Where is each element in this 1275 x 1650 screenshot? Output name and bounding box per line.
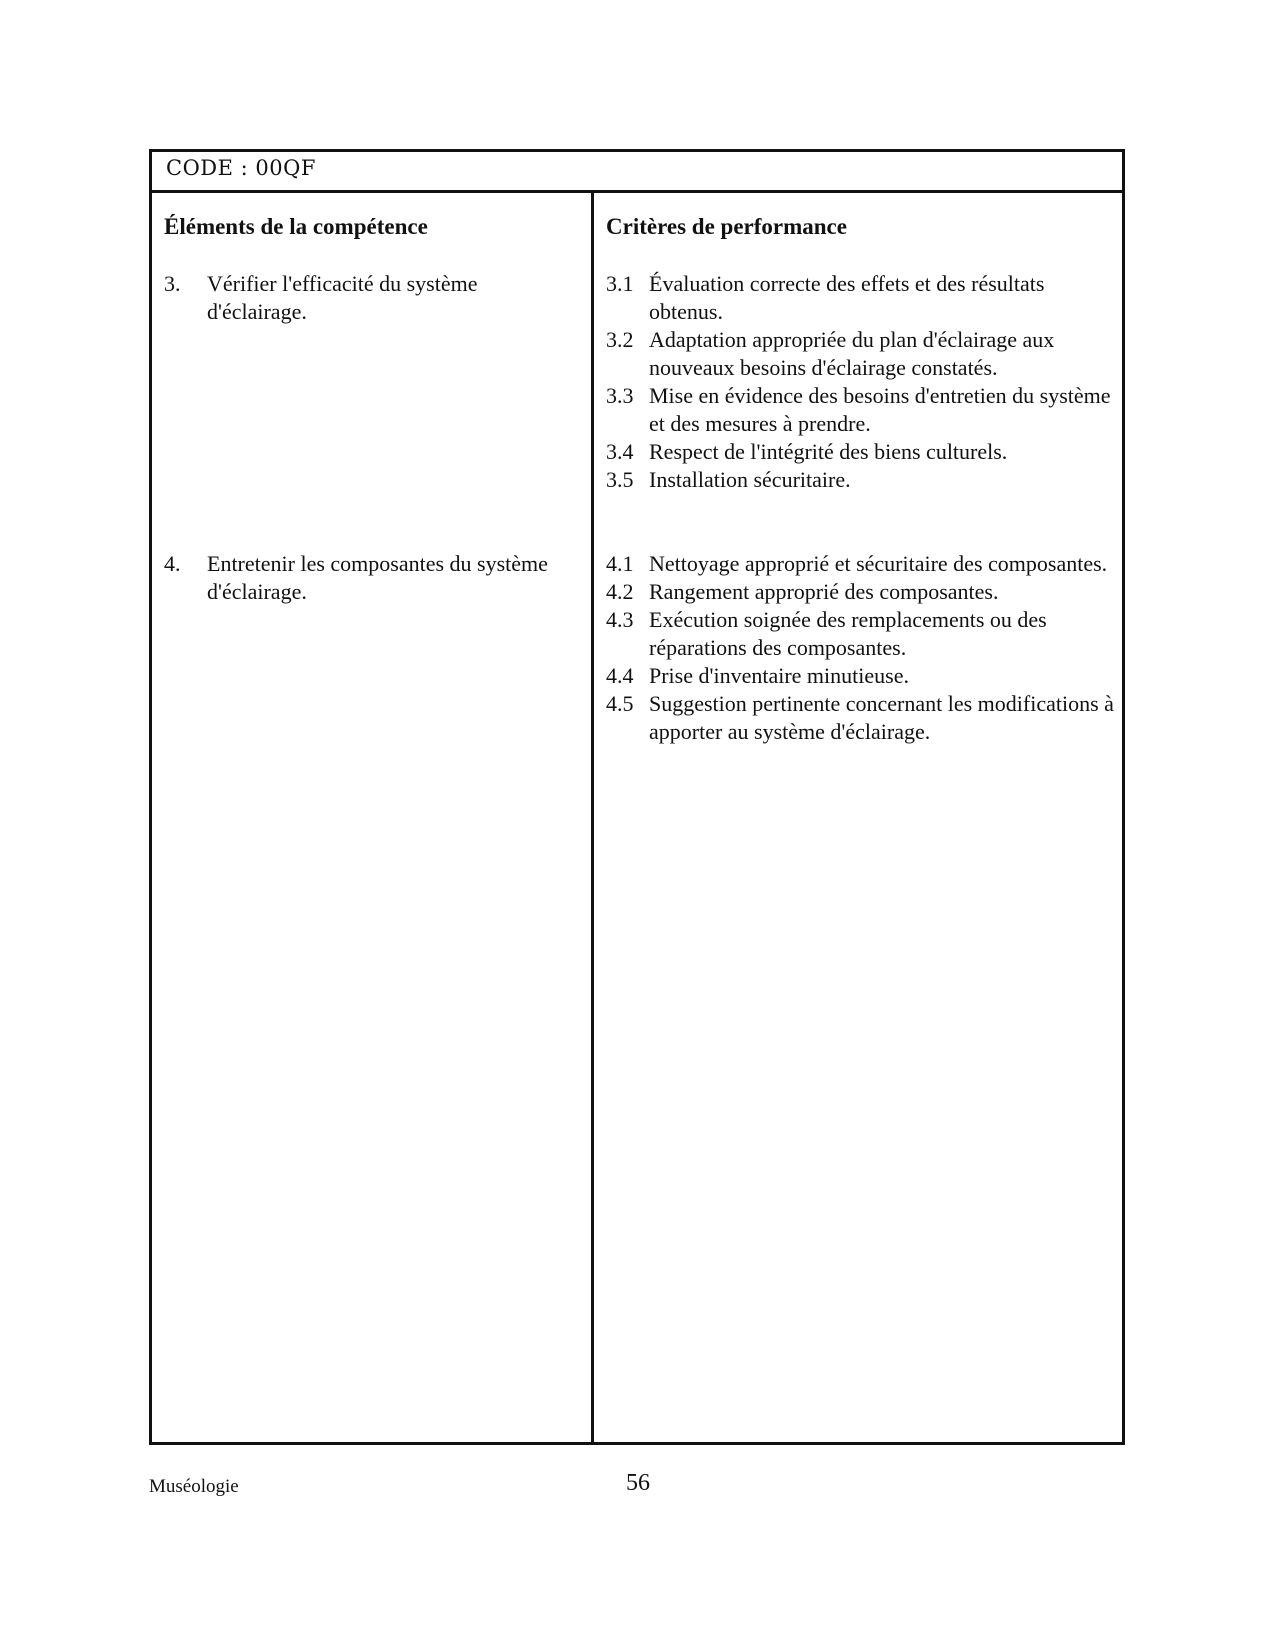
criterion-text: Respect de l'intégrité des biens culturels. — [649, 439, 1008, 464]
criterion-item — [606, 606, 1118, 662]
footer-program-name: Muséologie — [149, 1476, 239, 1497]
criterion-item — [606, 466, 1118, 494]
criteria-column — [594, 190, 1122, 1442]
elements-heading: Éléments de la compétence — [164, 214, 428, 239]
criterion-item — [606, 438, 1118, 466]
element-text: Entretenir les composantes du système d'éclairage. — [207, 551, 548, 604]
criterion-text: Adaptation appropriée du plan d'éclairage aux nouveaux besoins d'éclairage constatés. — [649, 327, 1055, 380]
criterion-item — [606, 690, 1118, 746]
criterion-number: 3.4 — [606, 439, 634, 464]
criterion-number: 3.2 — [606, 327, 634, 352]
criterion-item — [606, 326, 1118, 382]
criterion-text: Nettoyage approprié et sécuritaire des composantes. — [649, 551, 1108, 576]
element-text: Vérifier l'efficacité du système d'éclairage. — [207, 271, 478, 324]
element-item — [164, 270, 574, 326]
criterion-item — [606, 578, 1118, 606]
code-label: CODE : 00QF — [166, 156, 316, 180]
code-row — [152, 152, 1122, 193]
criterion-number: 3.3 — [606, 383, 634, 408]
criteria-group-4 — [606, 550, 1118, 746]
element-number: 4. — [164, 551, 181, 576]
elements-column — [152, 190, 591, 1442]
element-number: 3. — [164, 271, 181, 296]
criterion-item — [606, 550, 1118, 578]
criterion-number: 4.2 — [606, 579, 634, 604]
criterion-text: Mise en évidence des besoins d'entretien du système et des mesures à prendre. — [649, 383, 1111, 436]
criterion-text: Rangement approprié des composantes. — [649, 579, 999, 604]
criterion-number: 3.5 — [606, 467, 634, 492]
criterion-text: Suggestion pertinente concernant les modifications à apporter au système d'éclairage. — [649, 691, 1114, 744]
criterion-number: 4.4 — [606, 663, 634, 688]
criterion-number: 4.3 — [606, 607, 634, 632]
criteria-heading: Critères de performance — [606, 214, 847, 239]
element-item — [164, 550, 574, 606]
page-number: 56 — [626, 1470, 650, 1496]
criterion-text: Installation sécuritaire. — [649, 467, 851, 492]
criterion-number: 3.1 — [606, 271, 634, 296]
criterion-number: 4.1 — [606, 551, 634, 576]
criterion-text: Évaluation correcte des effets et des résultats obtenus. — [649, 271, 1045, 324]
criterion-text: Prise d'inventaire minutieuse. — [649, 663, 909, 688]
criterion-item — [606, 382, 1118, 438]
criterion-item — [606, 270, 1118, 326]
competency-table — [149, 149, 1125, 1445]
criterion-number: 4.5 — [606, 691, 634, 716]
criterion-item — [606, 662, 1118, 690]
criteria-group-3 — [606, 270, 1118, 494]
criterion-text: Exécution soignée des remplacements ou des réparations des composantes. — [649, 607, 1047, 660]
